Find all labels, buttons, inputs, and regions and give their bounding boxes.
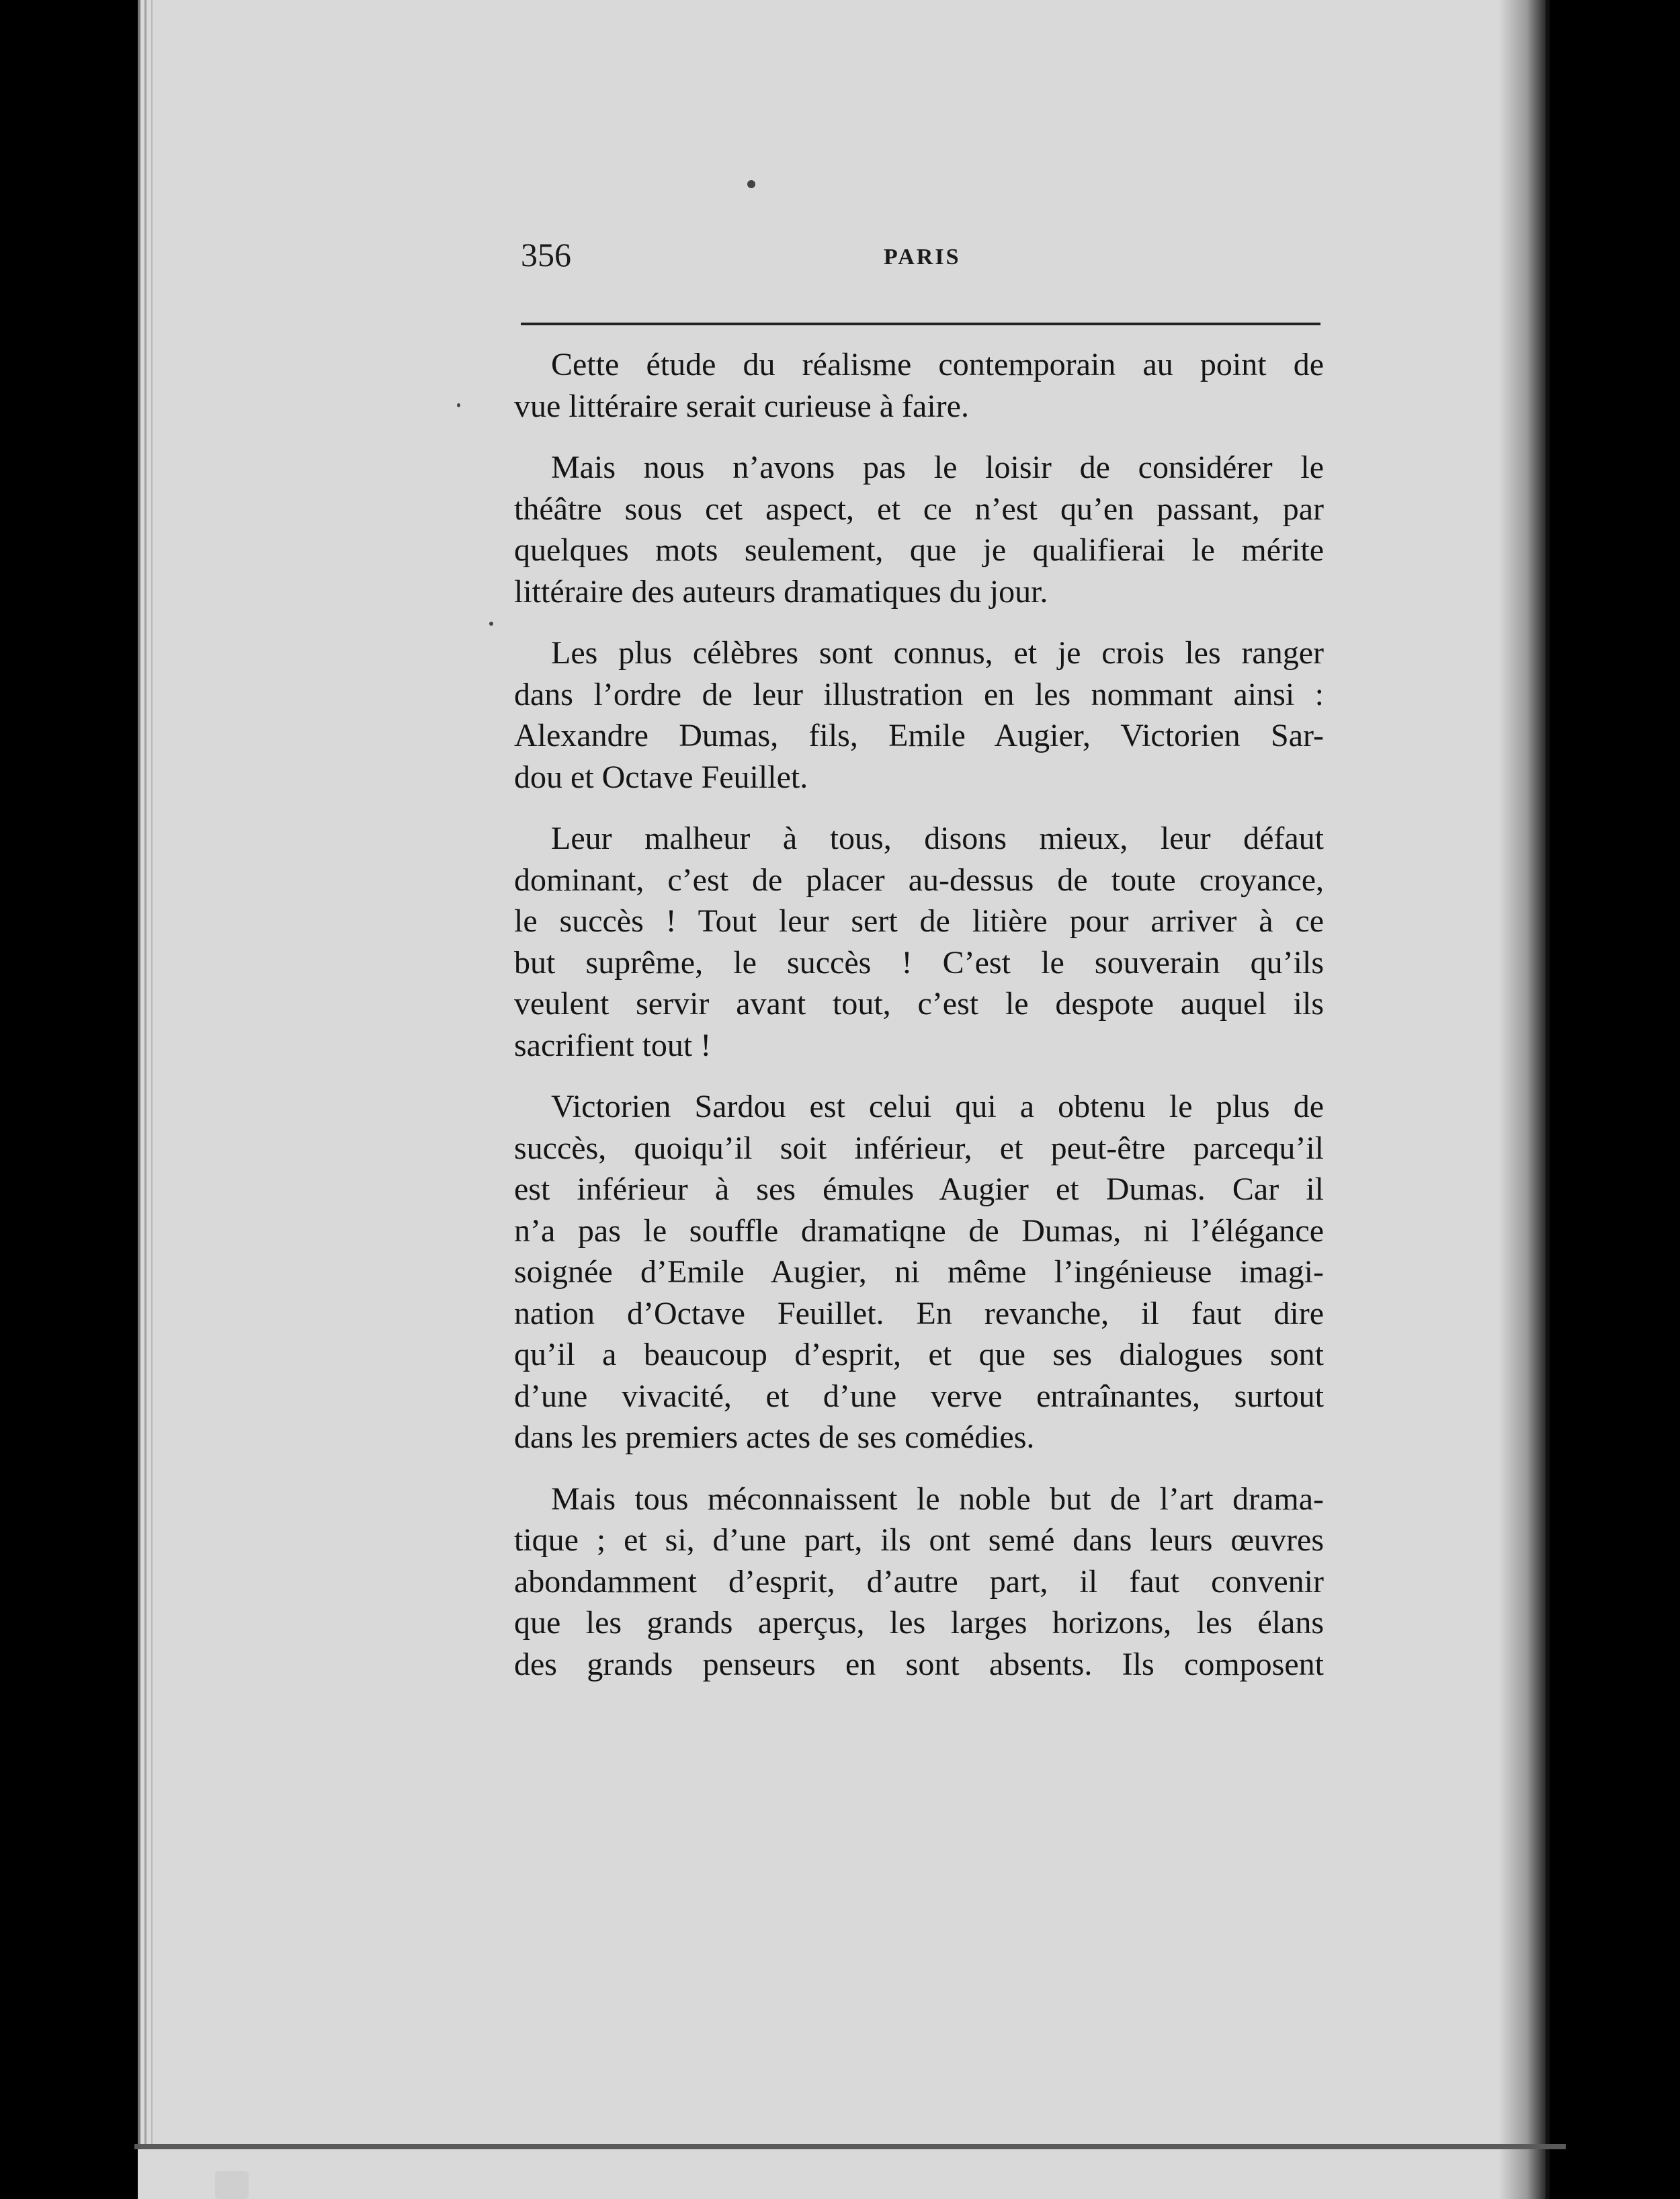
text-line: vue littéraire serait curieuse à faire. [514, 388, 969, 424]
paragraph [514, 632, 1324, 798]
scan-corner-mark [215, 2171, 249, 2199]
paragraph [514, 344, 1324, 427]
text-line: tique ; et si, d’une part, ils ont semé dans leurs œuvres [514, 1522, 1324, 1558]
text-line: est inférieur à ses émules Augier et Dumas. Car il [514, 1171, 1324, 1207]
page-header [521, 235, 1320, 282]
paragraph [514, 818, 1324, 1066]
text-line: but suprême, le succès ! C’est le souverain qu’ils [514, 944, 1324, 981]
text-line: succès, quoiqu’il soit inférieur, et peut-être parcequ’il [514, 1130, 1324, 1166]
paper-speck [457, 403, 460, 407]
text-line: sacrifient tout ! [514, 1027, 712, 1063]
text-line: Alexandre Dumas, fils, Emile Augier, Victorien Sar- [514, 718, 1324, 753]
text-line: Les plus célèbres sont connus, et je crois les ranger [551, 635, 1324, 671]
text-line: dans l’ordre de leur illustration en les nommant ainsi : [514, 676, 1324, 712]
text-line: dans les premiers actes de ses comédies. [514, 1419, 1035, 1455]
text-line: que les grands aperçus, les larges horizons, les élans [514, 1605, 1324, 1641]
text-line: des grands penseurs en sont absents. Ils composent [514, 1646, 1324, 1682]
spine-shadow-line [151, 0, 153, 2144]
text-line: dominant, c’est de placer au-dessus de toute croyance, [514, 862, 1324, 898]
text-line: Mais nous n’avons pas le loisir de considérer le [551, 450, 1324, 485]
text-line: Cette étude du réalisme contemporain au point de [551, 347, 1324, 382]
text-line: soignée d’Emile Augier, ni même l’ingénieuse imagi- [514, 1254, 1324, 1290]
text-line: littéraire des auteurs dramatiques du jour. [514, 573, 1048, 610]
page-bottom-edge [134, 2144, 1566, 2149]
text-line: quelques mots seulement, que je qualifierai le mérite [514, 532, 1324, 568]
text-line: le succès ! Tout leur sert de litière pour arriver à ce [514, 903, 1324, 939]
paragraph [514, 447, 1324, 612]
text-line: veulent servir avant tout, c’est le despote auquel ils [514, 986, 1324, 1022]
text-line: Victorien Sardou est celui qui a obtenu le plus de [551, 1089, 1324, 1124]
text-line: d’une vivacité, et d’une verve entraînantes, surtout [514, 1378, 1324, 1414]
spine-shadow-line [144, 0, 146, 2144]
paper-speck [489, 622, 493, 626]
text-line: nation d’Octave Feuillet. En revanche, il faut dire [514, 1295, 1324, 1331]
paper-speck [747, 180, 755, 188]
text-line: théâtre sous cet aspect, et ce n’est qu’en passant, par [514, 491, 1324, 527]
paragraph [514, 1479, 1324, 1686]
page-edge-shadow [1499, 0, 1546, 2199]
text-line: Leur malheur à tous, disons mieux, leur défaut [551, 821, 1324, 856]
text-line: dou et Octave Feuillet. [514, 759, 808, 795]
paragraph [514, 1086, 1324, 1458]
body-text [514, 344, 1324, 1705]
running-title: PARIS [884, 245, 961, 269]
text-line: Mais tous méconnaissent le noble but de l’art drama- [551, 1481, 1324, 1517]
facing-page-border [1546, 0, 1550, 2199]
header-rule [521, 323, 1320, 325]
text-line: n’a pas le souffle dramatiqne de Dumas, ni l’élégance [514, 1212, 1324, 1249]
text-line: qu’il a beaucoup d’esprit, et que ses dialogues sont [514, 1337, 1324, 1372]
text-line: abondamment d’esprit, d’autre part, il faut convenir [514, 1563, 1324, 1600]
spine-shadow-line [138, 0, 140, 2144]
page-number: 356 [521, 236, 571, 274]
